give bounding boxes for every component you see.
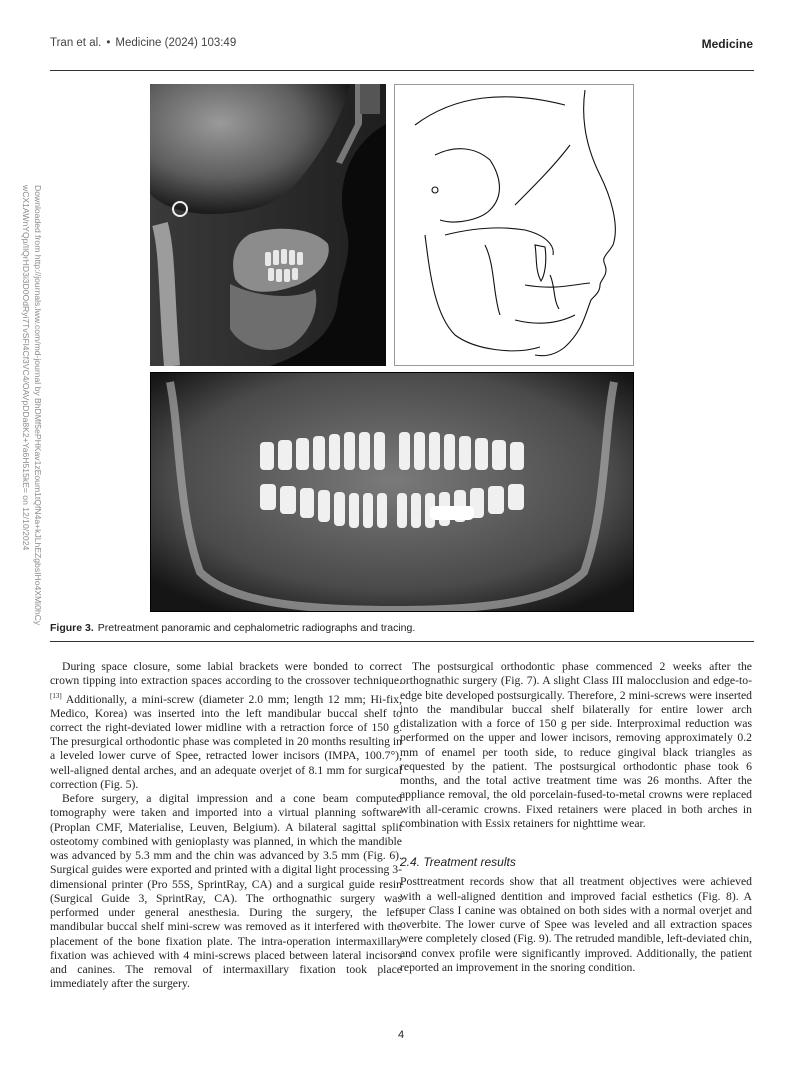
citation-ref[interactable]: [13]	[50, 691, 62, 700]
header-authors: Tran et al.	[50, 37, 102, 49]
panoramic-radiograph	[150, 372, 634, 612]
body-column-left	[50, 660, 402, 992]
paragraph	[50, 660, 402, 792]
download-note-line1: Downloaded from http://journals.lww.com/md-journal by BhDMf5ePHKav1zEoum1tQfN4a+kJLhEZgbsIHo4XMi0hCy	[33, 185, 43, 626]
paragraph: Posttreatment records show that all treatment objectives were achieved with a well-aligned dentition and improved facial esthetics (Fig. 8). A super Class I canine was obtained on both sides with a normal overjet and overbite. The lower curve of Spee was leveled and all extraction spaces were completely closed (Fig. 9). The retruded mandible, left-deviated chin, and convex profile were significantly improved. Additionally, the patient reported an improvement in the snoring condition.	[400, 875, 752, 974]
paragraph-text: Additionally, a mini-screw (diameter 2.0 mm; length 12 mm; Hi-fix, Medico, Korea) was inserted into the left mandibular buccal shelf to correct the right-deviated lower midline with a retraction force of 150 g. The presurgical orthodontic phase was completed in 20 months resulting in a leveled lower curve of Spee, retracted lower incisors (IMPA, 100.7°), well-aligned dental arches, and an adequate overjet of 8.1 mm for surgical correction (Fig. 5).	[50, 692, 402, 791]
figure-caption-text: Pretreatment panoramic and cephalometric radiographs and tracing.	[97, 622, 416, 634]
tracing-image	[395, 85, 633, 365]
header-divider	[50, 70, 754, 71]
paragraph-text: During space closure, some labial brackets were bonded to correct crown tipping into extraction spaces according to the crossover technique.	[50, 660, 402, 688]
download-note-line2: wCX1AWnYQp/IlQrHD3i3D0OdRyi7TvSFl4Cf3VC4/OAVpDDa8K2+Ya6H515kE= on 12/10/2024	[21, 185, 31, 551]
header-journal-name: Medicine	[701, 37, 753, 51]
paragraph: Before surgery, a digital impression and a cone beam computed tomography were taken and imported into a virtual planning software (Proplan CMF, Materialise, Leuven, Belgium). A bilateral sagittal split osteotomy combined with genioplasty was planned, in which the mandible was advanced by 5.3 mm and the chin was advanced by 3.5 mm (Fig. 6). Surgical guides were exported and printed with a digital light processing 3-dimensional printer (Pro 55S, SprintRay, CA) and a surgical guide resin (Surgical Guide 3, SprintRay, CA). The orthognathic surgery was performed under general anesthesia. During the surgery, the left mandibular buccal shelf mini-screw was removed as it interfered with the placement of the bone fixation plate. The intra-operation intermaxillary fixation was achieved with 4 mini-screws placed between lateral incisors and canines. The removal of intermaxillary fixation took place immediately after the surgery.	[50, 792, 402, 991]
cephalogram-image	[150, 84, 386, 366]
section-heading: 2.4. Treatment results	[400, 855, 516, 869]
bullet-separator: •	[106, 37, 111, 49]
paragraph: The postsurgical orthodontic phase commenced 2 weeks after the orthognathic surgery (Fig. 7). A slight Class III malocclusion and edge-to-edge bite developed postsurgically. Therefore, 2 mini-screws were inserted into the mandibular buccal shelf bilaterally for entire lower arch distalization with a force of 150 g per side. Interproximal reduction was performed on the upper and lower incisors, removing approximately 0.2 mm of enamel per tooth side, to reduce gingival black triangles as requested by the patient. The postsurgical orthodontic phase took 6 months, and the total active treatment time was 26 months. After the appliance removal, the old porcelain-fused-to-metal crowns were replaced with all-ceramic crowns. Fixed retainers were placed in both arches in combination with Essix retainers for nighttime wear.	[400, 660, 752, 830]
caption-divider	[50, 641, 754, 642]
header-journal-ref: Medicine (2024) 103:49	[115, 37, 237, 49]
running-header-citation	[50, 37, 236, 49]
cephalometric-tracing	[394, 84, 634, 366]
download-watermark	[14, 185, 44, 645]
figure-caption	[50, 622, 415, 634]
page-number: 4	[397, 1029, 405, 1041]
panoramic-image	[150, 372, 634, 612]
body-column-right	[400, 660, 752, 975]
figure-label: Figure 3.	[50, 622, 94, 634]
lateral-cephalogram	[150, 84, 386, 366]
